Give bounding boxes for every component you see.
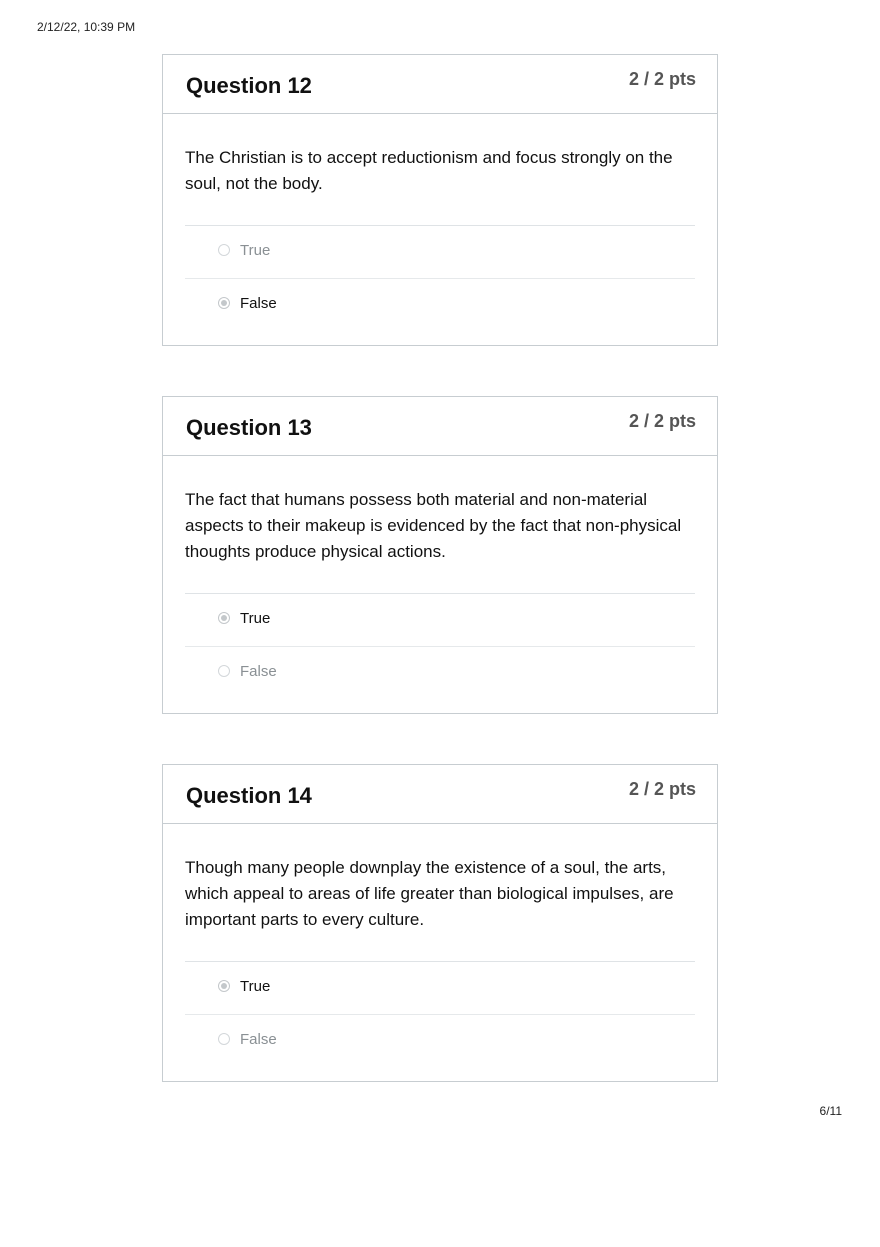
- radio-unselected-icon[interactable]: [218, 244, 230, 256]
- question-body: [163, 114, 717, 331]
- answer-list: [185, 593, 695, 699]
- question-body: [163, 824, 717, 1067]
- answer-label: True: [240, 978, 271, 995]
- question-text: The fact that humans possess both material and non-material aspects to their makeup is evidenced by the fact that non-physical thoughts produce physical actions.: [185, 490, 682, 561]
- answer-list: [185, 961, 695, 1067]
- question-body: [163, 456, 717, 699]
- radio-selected-icon[interactable]: [218, 297, 230, 309]
- radio-selected-icon[interactable]: [218, 980, 230, 992]
- answer-label: True: [240, 242, 271, 259]
- answer-list: [185, 225, 695, 331]
- question-title: Question 12: [186, 73, 312, 98]
- answer-label: False: [240, 295, 277, 312]
- question-header: [163, 765, 717, 824]
- answer-label: False: [240, 663, 277, 680]
- answer-option-true[interactable]: [185, 961, 695, 1014]
- question-header: [163, 55, 717, 114]
- question-title: Question 13: [186, 415, 312, 440]
- answer-option-false[interactable]: [185, 646, 695, 699]
- radio-unselected-icon[interactable]: [218, 665, 230, 677]
- print-timestamp: 2/12/22, 10:39 PM: [37, 20, 136, 34]
- answer-option-false[interactable]: [185, 278, 695, 331]
- radio-selected-icon[interactable]: [218, 612, 230, 624]
- question-header: [163, 397, 717, 456]
- answer-option-true[interactable]: [185, 593, 695, 646]
- question-points: 2 / 2 pts: [628, 69, 696, 89]
- question-points: 2 / 2 pts: [628, 779, 696, 799]
- question-card-14: [162, 764, 718, 1082]
- question-text: Though many people downplay the existence of a soul, the arts, which appeal to areas of life greater than biological impulses, are important parts to every culture.: [185, 858, 674, 929]
- question-text: The Christian is to accept reductionism and focus strongly on the soul, not the body.: [185, 148, 673, 193]
- question-card-13: [162, 396, 718, 714]
- answer-label: False: [240, 1031, 277, 1048]
- answer-option-true[interactable]: [185, 225, 695, 278]
- radio-unselected-icon[interactable]: [218, 1033, 230, 1045]
- question-points: 2 / 2 pts: [628, 411, 696, 431]
- question-title: Question 14: [186, 783, 312, 808]
- answer-label: True: [240, 610, 271, 627]
- page-number: 6/11: [819, 1104, 842, 1118]
- question-card-12: [162, 54, 718, 346]
- answer-option-false[interactable]: [185, 1014, 695, 1067]
